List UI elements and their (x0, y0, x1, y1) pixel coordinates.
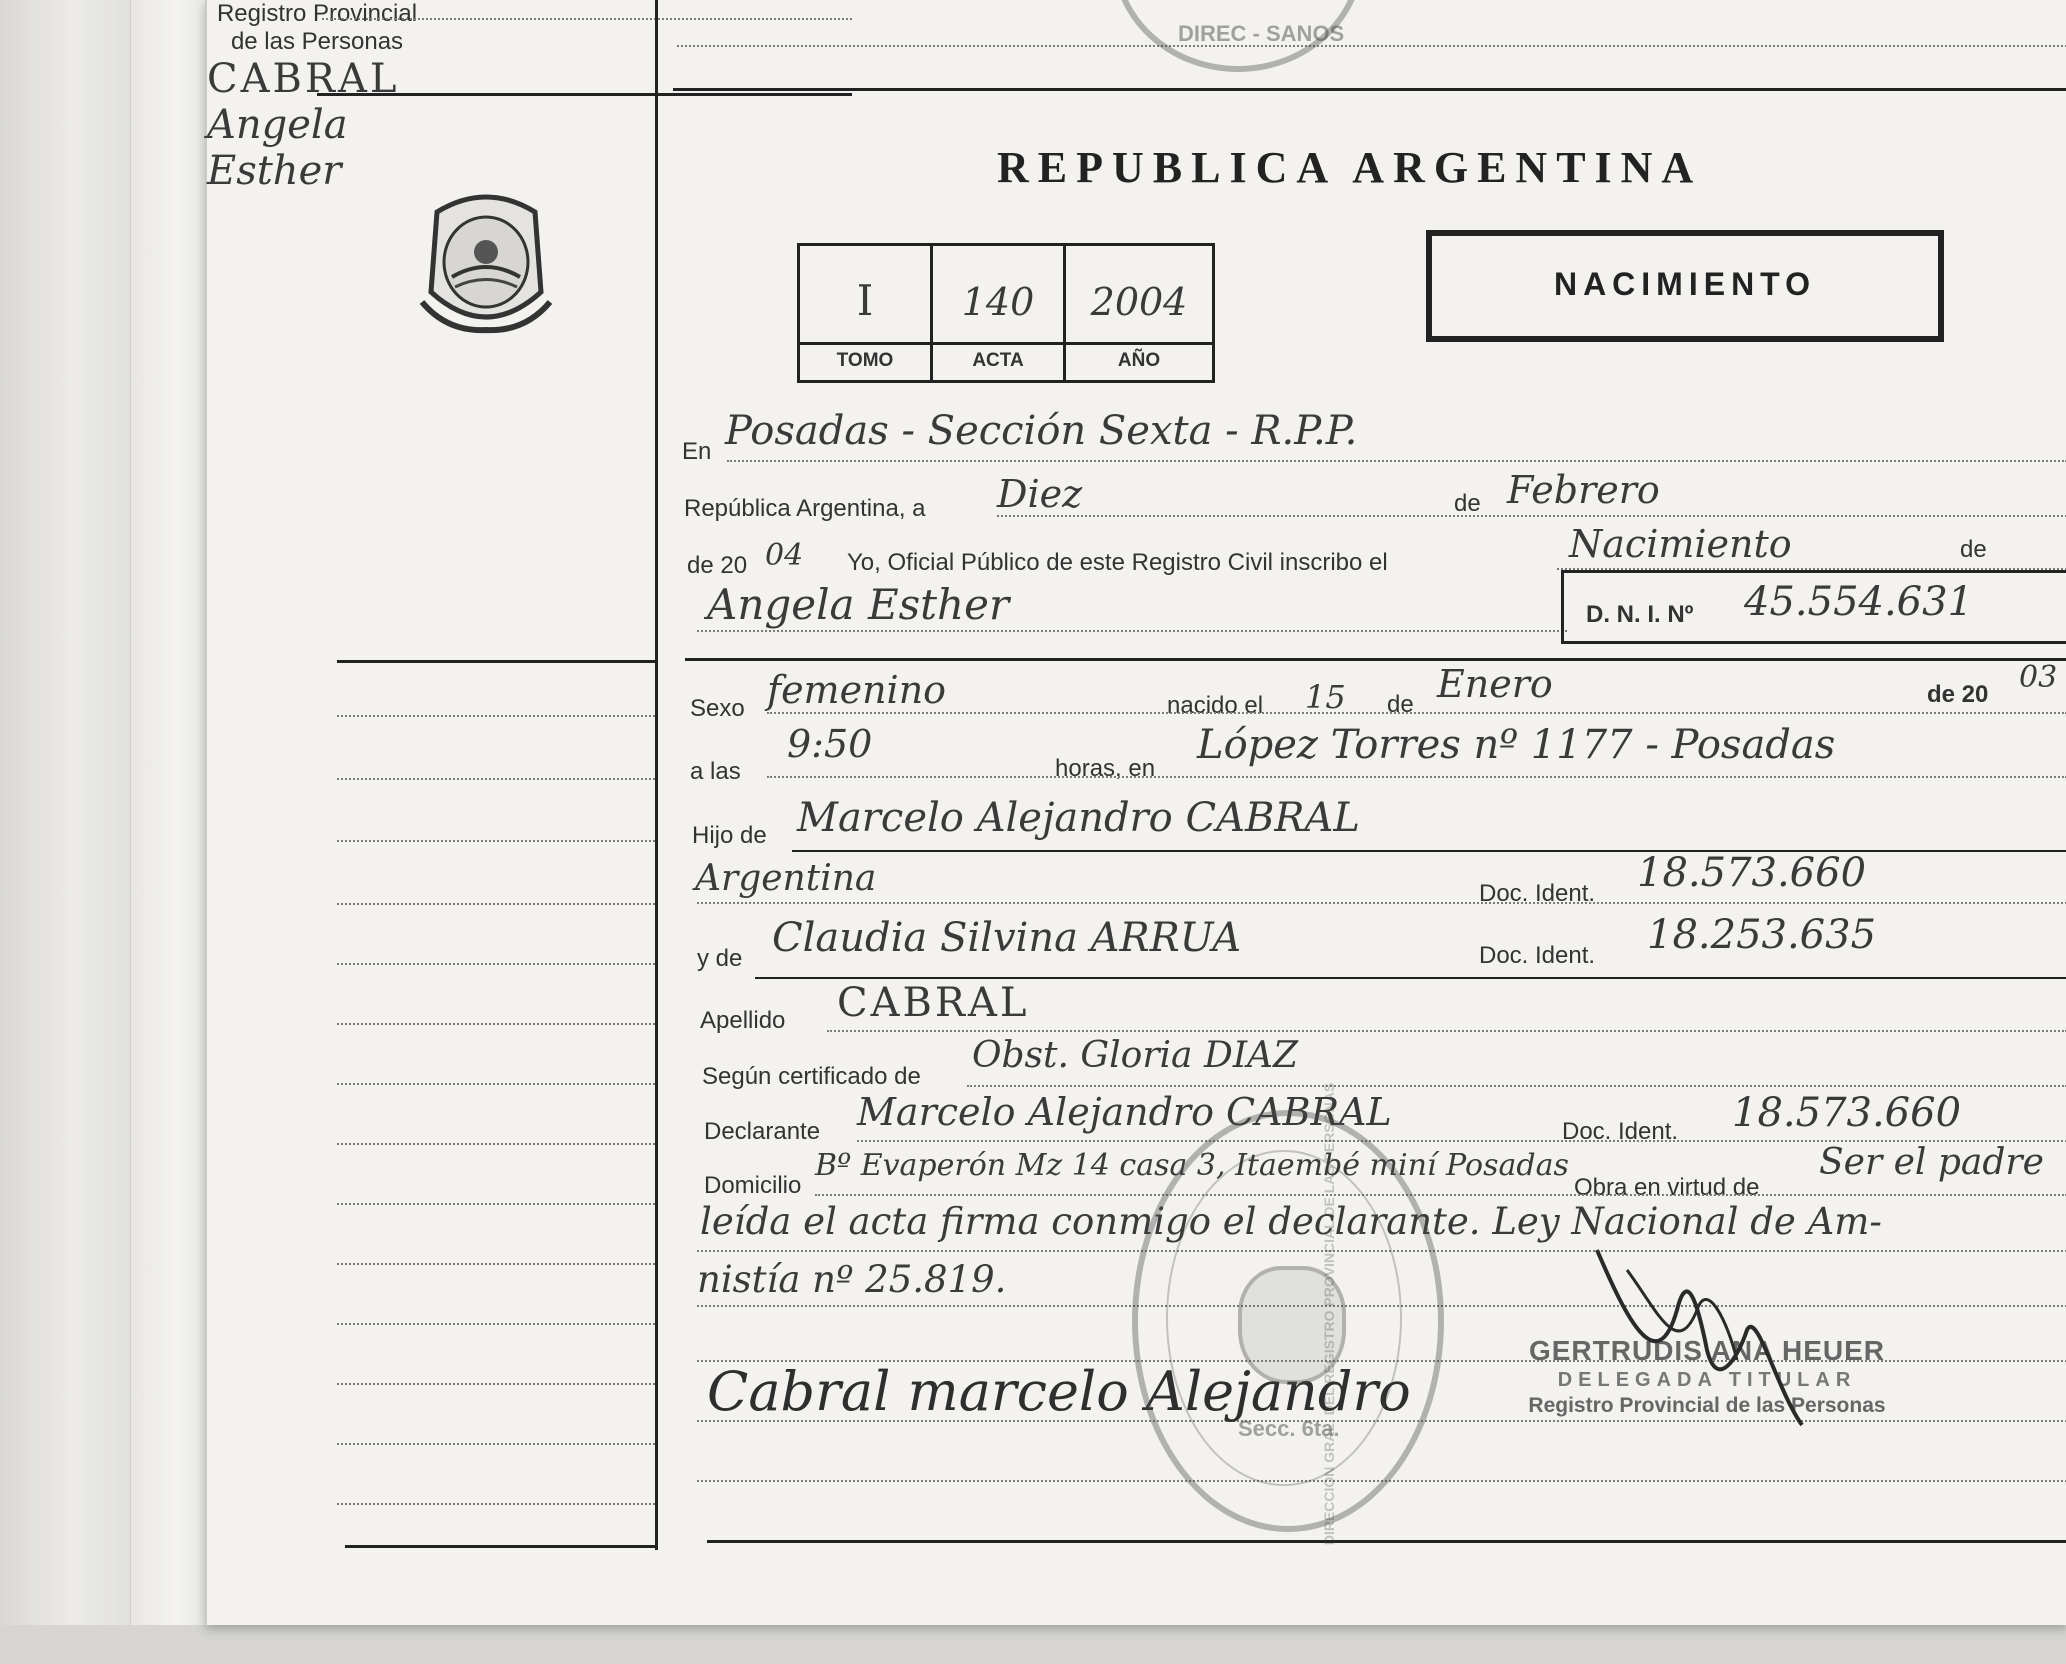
margin-dotted-line (337, 1503, 655, 1505)
official-seal-stamp (1132, 1082, 1444, 1546)
year-suffix: 04 (765, 538, 804, 573)
birth-year-suffix: 03 (2019, 660, 2058, 695)
country-title: REPUBLICA ARGENTINA (997, 143, 1703, 192)
column-divider (655, 0, 658, 1550)
dotted-line (697, 902, 2066, 904)
bottom-rule (707, 1540, 2066, 1543)
official-name: GERTRUDIS ANA HEUER (1528, 1335, 1886, 1366)
margin-given-name-2: Esther (207, 148, 342, 194)
horas-label: horas, en (1055, 755, 1156, 782)
margin-dotted-line (337, 1383, 655, 1385)
day-value: Diez (997, 472, 1083, 516)
nacido-label: nacido el (1167, 692, 1264, 719)
tomo-value: I (856, 276, 874, 325)
margin-dotted-line (337, 1203, 655, 1205)
father-nationality: Argentina (695, 858, 877, 899)
birth-month: Enero (1437, 662, 1553, 706)
certificate-page (205, 0, 2066, 1625)
dni-label: D. N. I. Nº (1586, 601, 1694, 628)
top-rule-left (317, 93, 852, 96)
prev-dotted-line (322, 18, 852, 20)
ano-label: AÑO (1117, 350, 1161, 371)
domicilio-label: Domicilio (704, 1172, 802, 1199)
doc-ident-label-3: Doc. Ident. (1562, 1118, 1679, 1145)
dotted-line (997, 515, 2066, 517)
de20-label: de 20 (687, 552, 748, 579)
de20-label-2: de 20 (1927, 681, 1989, 708)
yde-label: y de (697, 945, 743, 972)
dotted-line (767, 776, 2066, 778)
birth-place: López Torres nº 1177 - Posadas (1197, 722, 1836, 768)
registry-name-line2: de las Personas (230, 28, 404, 55)
de-label: de (1454, 490, 1481, 517)
record-number-box (797, 243, 1215, 383)
official-title: DELEGADA TITULAR (1557, 1369, 1857, 1391)
underline (792, 850, 2066, 852)
republica-label: República Argentina, a (684, 495, 926, 522)
ano-value: 2004 (1090, 280, 1188, 324)
page-bottom-edge (0, 1625, 2066, 1664)
oficial-text: Yo, Oficial Público de este Registro Civil inscribo el (847, 549, 1388, 576)
seal-center-text: Secc. 6ta. (1238, 1416, 1340, 1441)
dotted-line (827, 1030, 2066, 1032)
obra-value: Ser el padre (1819, 1142, 2044, 1183)
mother-doc: 18.253.635 (1647, 912, 1877, 958)
act-type-value: Nacimiento (1569, 522, 1792, 566)
apellido-label: Apellido (700, 1007, 786, 1034)
margin-dotted-line (337, 1323, 655, 1325)
declarante-value: Marcelo Alejandro CABRAL (857, 1090, 1392, 1134)
top-rule-right (673, 88, 2066, 91)
margin-dotted-line (337, 963, 655, 965)
place-value: Posadas - Sección Sexta - R.P.P. (725, 408, 1358, 454)
doc-ident-label-2: Doc. Ident. (1479, 942, 1596, 969)
official-office: Registro Provincial de las Personas (1528, 1394, 1886, 1417)
registry-name-line1: Registro Provincial (216, 0, 418, 27)
dotted-line (815, 1194, 2066, 1196)
declarante-label: Declarante (704, 1118, 821, 1145)
official-signature-scribble-icon (1587, 1240, 1807, 1430)
segun-label: Según certificado de (702, 1063, 921, 1090)
seal-ring-text: DIRECCION GRAL. DEL REGISTRO PROVINCIAL DE LAS PERSONAS (1321, 1082, 1338, 1546)
margin-given-name-1: Angela (207, 102, 348, 148)
margin-dotted-line (337, 903, 655, 905)
dotted-line (697, 630, 1567, 632)
tomo-label: TOMO (836, 350, 894, 371)
dotted-line (767, 712, 2066, 714)
declarant-signature: Cabral marcelo Alejandro (707, 1360, 1411, 1423)
record-type-label: NACIMIENTO (1553, 266, 1817, 302)
alas-label: a las (690, 758, 741, 785)
top-seal-text: DIREC - SANOS (1178, 21, 1345, 46)
note-line-2: nistía nº 25.819. (697, 1258, 1007, 1301)
margin-dotted-line (337, 1023, 655, 1025)
prev-dotted-line (677, 45, 2066, 47)
dotted-line (727, 460, 2066, 462)
apellido-value: CABRAL (837, 980, 1030, 1026)
record-type-box (1426, 230, 1944, 342)
margin-surname: CABRAL (207, 56, 400, 102)
birth-time: 9:50 (787, 722, 873, 766)
dotted-line (967, 1085, 2066, 1087)
child-name: Angela Esther (707, 580, 1010, 629)
obra-label: Obra en virtud de (1574, 1174, 1760, 1201)
underline (755, 977, 2066, 979)
domicilio-value: Bº Evaperón Mz 14 casa 3, Itaembé miní Posadas (815, 1148, 1569, 1183)
acta-label: ACTA (972, 350, 1024, 371)
acta-value: 140 (961, 280, 1035, 324)
margin-dotted-line (337, 778, 655, 780)
hijo-label: Hijo de (692, 822, 767, 849)
certificado-value: Obst. Gloria DIAZ (972, 1035, 1299, 1076)
sexo-label: Sexo (690, 695, 745, 722)
birth-day: 15 (1305, 678, 1346, 716)
margin-dotted-line (337, 1263, 655, 1265)
margin-dotted-line (337, 715, 655, 717)
margin-dotted-line (337, 840, 655, 842)
month-value: Febrero (1507, 468, 1660, 512)
father-name: Marcelo Alejandro CABRAL (797, 795, 1360, 841)
dni-value: 45.554.631 (1744, 579, 1974, 625)
mother-name: Claudia Silvina ARRUA (772, 915, 1242, 961)
margin-surname-rule (337, 660, 657, 663)
sexo-value: femenino (767, 668, 947, 712)
margin-dotted-line (337, 1083, 655, 1085)
dni-box (1561, 570, 2066, 644)
margin-bottom-rule (345, 1545, 657, 1548)
margin-dotted-line (337, 1143, 655, 1145)
section-rule (685, 658, 2066, 661)
father-doc: 18.573.660 (1637, 850, 1867, 896)
misiones-emblem-icon (417, 182, 555, 342)
note-line-1: leída el acta firma conmigo el declarante. Ley Nacional de Am- (700, 1200, 1882, 1243)
en-label: En (682, 438, 712, 465)
de-label-2: de (1960, 536, 1987, 563)
doc-ident-label: Doc. Ident. (1479, 880, 1596, 907)
declarante-doc: 18.573.660 (1732, 1090, 1962, 1136)
margin-dotted-line (337, 1443, 655, 1445)
de-label-3: de (1387, 691, 1414, 718)
